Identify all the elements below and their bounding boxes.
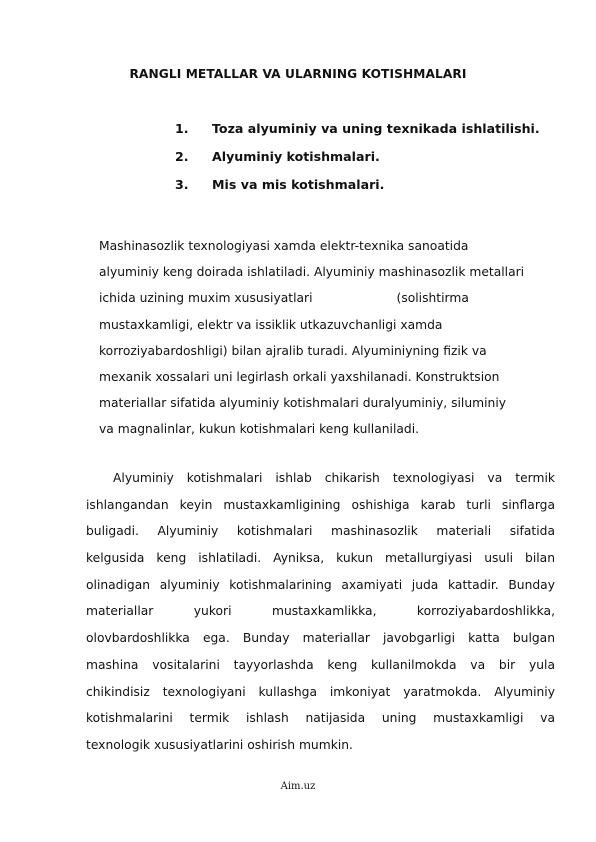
text-line [99, 289, 559, 315]
text-line: mashina vositalarini tayyorlashda keng kullanilmokda va bir yula [86, 657, 555, 672]
text-line: kelgusida keng ishlatiladi. Ayniksa, kukun metallurgiyasi usuli bilan [86, 551, 555, 566]
topic-item [175, 176, 540, 204]
text-line: olovbardoshlikka ega. Bunday materiallar javobgarligi katta bulgan [86, 631, 555, 646]
topic-number: 1. [175, 121, 189, 136]
text-line: Mashinasozlik texnologiyasi xamda elektr-texnika sanoatida [99, 239, 469, 253]
text-line: korroziyabardoshligi) bilan ajralib turadi. Alyuminiyning fizik va [99, 343, 487, 358]
body-paragraph [86, 469, 555, 763]
text-line: Alyuminiy kotishmalari ishlab chikarish texnologiyasi va termik [113, 471, 555, 485]
text-line: alyuminiy keng doirada ishlatiladi. Alyuminiy mashinasozlik metallari [99, 265, 525, 280]
topic-text: Alyuminiy kotishmalari. [212, 149, 380, 164]
text-line: materiallar sifatida alyuminiy kotishmalari duralyuminiy, siluminiy [99, 396, 507, 411]
topic-text: Toza alyuminiy va uning texnikada ishlatilishi. [212, 121, 540, 136]
text-line: kotishmalarini termik ishlash natijasida uning mustaxkamligi va [86, 711, 555, 726]
text-segment: (solishtirma [396, 291, 469, 306]
text-line: mustaxkamligi, elektr va issiklik utkazuvchanligi xamda [99, 317, 443, 332]
text-line: ishlangandan keyin mustaxkamligining oshishiga karab turli sinflarga [86, 497, 555, 512]
text-line: texnologik xususiyatlarini oshirish mumkin. [86, 737, 353, 752]
document-title: RANGLI METALLAR VA ULARNING KOTISHMALARI [129, 67, 467, 81]
intro-paragraph [99, 237, 559, 447]
text-line: mexanik xossalari uni legirlash orkali yaxshilanadi. Konstruktsion [99, 369, 500, 384]
text-line: buligadi. Alyuminiy kotishmalari mashinasozlik materiali sifatida [86, 524, 555, 539]
footer-source: Aim.uz [280, 781, 316, 792]
topic-item [175, 148, 540, 176]
text-line: materiallar yukori mustaxkamlikka, korroziyabardoshlikka, [86, 604, 555, 619]
text-segment: ichida uzining muxim xususiyatlari [99, 291, 313, 306]
topic-item [175, 120, 540, 148]
topic-number: 3. [175, 177, 189, 192]
text-line: chikindisiz texnologiyani kullashga imkoniyat yaratmokda. Alyuminiy [86, 684, 555, 699]
topic-text: Mis va mis kotishmalari. [212, 177, 385, 192]
text-line: olinadigan alyuminiy kotishmalarining axamiyati juda kattadir. Bunday [86, 577, 555, 592]
topic-list [175, 120, 540, 204]
text-line: va magnalinlar, kukun kotishmalari keng kullaniladi. [99, 422, 420, 437]
topic-number: 2. [175, 149, 189, 164]
